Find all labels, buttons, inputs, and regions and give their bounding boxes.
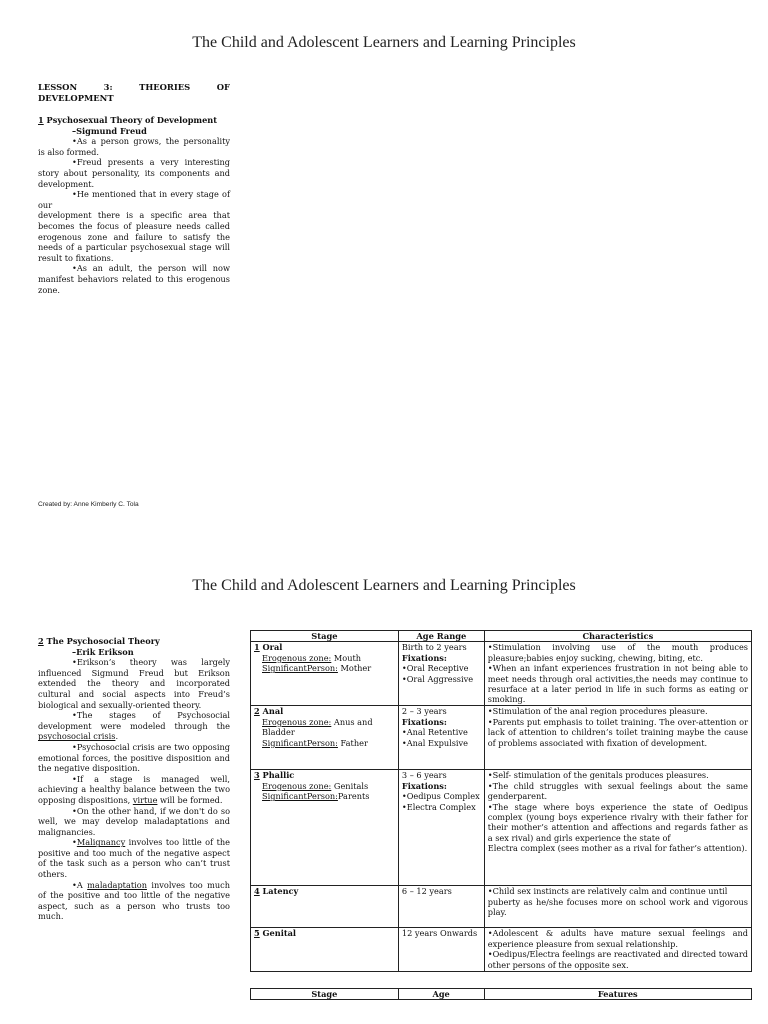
age-range: 12 years Onwards — [401, 928, 478, 939]
section-author: –Sigmund Freud — [72, 125, 147, 136]
characteristic: •Stimulation involving use of the mouth produces pleasure;babies enjoy sucking, chewing, biting, etc. — [487, 642, 748, 663]
footer-credit: Created by: Anne Kimberly C. Tola — [38, 501, 139, 508]
zone-value: Anus and Bladder — [262, 716, 373, 738]
age-cell — [398, 706, 484, 770]
characteristic: •Adolescent & adults have mature sexual feelings and experience pleasure from sexual relationship. — [487, 928, 748, 949]
characteristic: •Self- stimulation of the genitals produces pleasures. — [487, 770, 709, 781]
stage-cell — [251, 886, 399, 928]
stage-number: 4 — [254, 886, 260, 897]
age-cell — [398, 642, 484, 706]
column-header: Age — [398, 989, 484, 1000]
fixations-label: Fixations: — [401, 780, 447, 791]
section-heading — [38, 636, 230, 647]
paragraph: •Freud presents a very interesting story about personality, its components and development. — [38, 157, 230, 189]
section-number: 2 — [38, 636, 44, 646]
section-number: 1 — [38, 115, 44, 125]
term-malignancy: Malignancy — [76, 837, 126, 848]
column-header: Age Range — [398, 631, 484, 642]
age-range: 3 – 6 years — [401, 770, 447, 781]
characteristic: Electra complex (sees mother as a rival for father’s attention). — [487, 843, 748, 854]
text: •A — [72, 879, 88, 890]
page-title: The Child and Adolescent Learners and Learning Principles — [192, 34, 576, 51]
column-header: Features — [484, 989, 751, 1000]
stage-cell — [251, 642, 399, 706]
age-range: Birth to 2 years — [401, 642, 467, 653]
age-cell — [398, 928, 484, 972]
stage-cell — [251, 770, 399, 886]
characteristics-cell — [484, 928, 751, 972]
stage-cell — [251, 928, 399, 972]
characteristics-cell — [484, 770, 751, 886]
fixation: •Oral Aggressive — [401, 673, 474, 684]
stage-number: 1 — [254, 642, 260, 653]
text: • — [72, 837, 77, 848]
fixation: •Oral Receptive — [401, 663, 469, 674]
characteristics-cell — [484, 706, 751, 770]
paragraph: •As an adult, the person will now manifest behaviors related to this erogenous zone. — [38, 263, 230, 295]
text: involves too much of the positive and too little of the negative aspect, such as a person who trusts too much. — [38, 879, 230, 922]
paragraph — [38, 710, 230, 742]
freud-section — [38, 115, 230, 295]
section-title: Psychosexual Theory of Development — [43, 115, 218, 125]
term-virtue: virtue — [132, 794, 158, 805]
term-psychosocial-crisis: psychosocial crisis — [38, 731, 116, 742]
column-header: Stage — [251, 631, 399, 642]
text: will be formed. — [157, 794, 223, 805]
characteristics-cell — [484, 642, 751, 706]
age-range: 2 – 3 years — [401, 706, 447, 717]
stage-cell — [251, 706, 399, 770]
lesson-line2: DEVELOPMENT — [38, 93, 114, 103]
zone-value: Genitals — [331, 780, 369, 791]
stage-name: Latency — [259, 886, 299, 897]
table-header-row — [251, 631, 752, 642]
lesson-heading — [38, 82, 230, 104]
page-title: The Child and Adolescent Learners and Learning Principles — [192, 577, 576, 594]
paragraph: •As a person grows, the personality is also formed. — [38, 136, 230, 157]
stage-number: 3 — [254, 770, 260, 781]
characteristic: •Oedipus/Electra feelings are reactivated and directed toward other persons of the opposite sex. — [487, 949, 748, 970]
person-label: SignificantPerson: — [262, 791, 338, 802]
section-heading — [38, 115, 230, 126]
lesson-word: LESSON — [38, 82, 78, 92]
stage-name: Anal — [259, 706, 284, 717]
table-row — [251, 886, 752, 928]
characteristic: •Stimulation of the anal region procedures pleasure. — [487, 706, 708, 717]
characteristic: •When an infant experiences frustration in not being able to meet needs through oral activities,the needs may continue to resurface at a later period in life in such forms as eating or smoking. — [487, 663, 748, 705]
person-value: Parents — [337, 791, 370, 802]
paragraph — [38, 837, 230, 879]
paragraph: development there is a specific area that becomes the focus of pleasure needs called erogenous zone and failure to satisfy the needs of a particular psychosexual stage will result to fixations. — [38, 210, 230, 263]
zone-label: Erogenous zone: — [262, 780, 332, 791]
age-range: 6 – 12 years — [401, 886, 452, 897]
characteristic: •The stage where boys experience the state of Oedipus complex (young boys experience rivalry with their father for their mother’s attention and affections and regards father as a sex rival) and girls experience the state of — [487, 801, 748, 843]
characteristic: puberty as he/she focuses more on school work and vigorous play. — [487, 896, 748, 918]
person-value: Father — [337, 737, 368, 748]
psychosexual-stages-table — [250, 630, 752, 972]
psychosocial-stages-table — [250, 988, 752, 1000]
table-header-row — [251, 989, 752, 1000]
fixation: •Anal Retentive — [401, 727, 468, 738]
zone-value: Mouth — [331, 652, 362, 663]
stage-number: 5 — [254, 928, 260, 939]
characteristic: •Parents put emphasis to toilet training. The over-attention or lack of attention to children’s toilet training maybe the cause of problems associated with fixation of development. — [487, 716, 748, 748]
term-maladaptation: maladaptation — [87, 879, 147, 890]
person-label: SignificantPerson: — [262, 737, 338, 748]
characteristic: •The child struggles with sexual feelings about the same genderparent. — [487, 780, 748, 802]
section-title: The Psychosocial Theory — [43, 636, 160, 646]
paragraph: •Psychosocial crisis are two opposing emotional forces, the positive disposition and the negative disposition. — [38, 741, 230, 774]
characteristic: •Child sex instincts are relatively calm and continue until — [487, 886, 728, 897]
stage-name: Oral — [259, 642, 283, 653]
zone-label: Erogenous zone: — [262, 716, 332, 727]
column-header: Stage — [251, 989, 399, 1000]
section-author: –Erik Erikson — [72, 646, 134, 657]
paragraph — [38, 880, 230, 922]
erikson-section — [38, 636, 230, 922]
fixation: •Oedipus Complex — [401, 791, 480, 802]
text: involves too little of the positive and too much of the negative aspect of the task such as a person who can’t trust others. — [38, 837, 230, 880]
text: •If a stage is managed well, achieving a healthy balance between the two opposing dispositions, — [38, 773, 230, 805]
zone-label: Erogenous zone: — [262, 652, 332, 663]
stage-name: Phallic — [259, 770, 295, 781]
table-row — [251, 642, 752, 706]
text: •The stages of Psychosocial development were modeled through the — [38, 710, 230, 731]
table-row — [251, 928, 752, 972]
characteristics-cell — [484, 886, 751, 928]
stage-name: Genital — [259, 928, 297, 939]
stage-number: 2 — [254, 706, 260, 717]
paragraph: •Erikson’s theory was largely influenced Sigmund Freud but Erikson extended the theory and incorporated cultural and social aspects into Freud’s biological and sexually-oriented theory. — [38, 657, 230, 710]
fixations-label: Fixations: — [401, 652, 447, 663]
lesson-word: OF — [216, 82, 230, 92]
paragraph — [38, 774, 230, 806]
person-label: SignificantPerson: — [262, 663, 338, 674]
fixations-label: Fixations: — [401, 716, 447, 727]
table-row — [251, 706, 752, 770]
lesson-word: 3: — [103, 82, 113, 92]
fixation: •Anal Expulsive — [401, 737, 469, 748]
table-row — [251, 770, 752, 886]
age-cell — [398, 886, 484, 928]
lesson-word: THEORIES — [139, 82, 191, 92]
person-value: Mother — [337, 663, 372, 674]
paragraph: •He mentioned that in every stage of our — [38, 189, 230, 210]
fixation: •Electra Complex — [401, 801, 476, 812]
column-header: Characteristics — [484, 631, 751, 642]
text: . — [115, 731, 119, 742]
age-cell — [398, 770, 484, 886]
paragraph: •On the other hand, if we don't do so well, we may develop maladaptations and malignancies. — [38, 805, 230, 837]
